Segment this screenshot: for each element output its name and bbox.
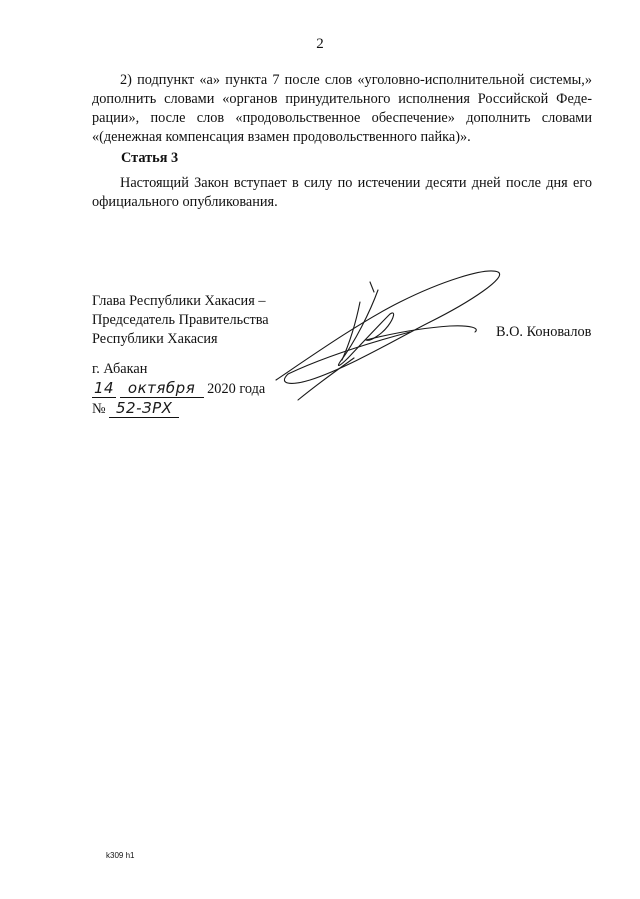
number-sign: № (92, 401, 106, 417)
law-number (92, 400, 179, 418)
footer-code: k309 h1 (106, 851, 135, 860)
position-line: Республики Хакасия (92, 331, 218, 347)
date-year: 2020 года (207, 381, 266, 397)
page-number: 2 (316, 36, 324, 52)
paragraph-line: рации», после слов «продовольственное обеспечение» дополнить словами (92, 110, 592, 126)
handwritten-day: 14 (94, 379, 115, 397)
position-line: Глава Республики Хакасия – (92, 293, 266, 309)
paragraph-article-3 (92, 174, 592, 212)
handwritten-law-number: 52-ЗРХ (116, 399, 173, 417)
paragraph-line: дополнить словами «органов принудительного исполнения Российской Феде- (92, 91, 592, 107)
paragraph-amendment (92, 71, 592, 147)
paragraph-line: 2) подпункт «а» пункта 7 после слов «уголовно-исполнительной системы,» (120, 72, 592, 88)
article-title: Статья 3 (121, 150, 179, 166)
place-of-signing: г. Абакан (92, 361, 148, 377)
signer-name: В.О. Коновалов (496, 324, 592, 340)
signing-date (92, 380, 265, 398)
handwritten-month: октября (127, 379, 196, 397)
position-line: Председатель Правительства (92, 312, 269, 328)
handwritten-signature (270, 262, 510, 412)
signatory-position (92, 292, 269, 349)
paragraph-line: «(денежная компенсация взамен продовольственного пайка)». (92, 129, 471, 145)
paragraph-line: Настоящий Закон вступает в силу по истечении десяти дней после дня его (120, 175, 592, 191)
paragraph-line: официального опубликования. (92, 194, 278, 210)
